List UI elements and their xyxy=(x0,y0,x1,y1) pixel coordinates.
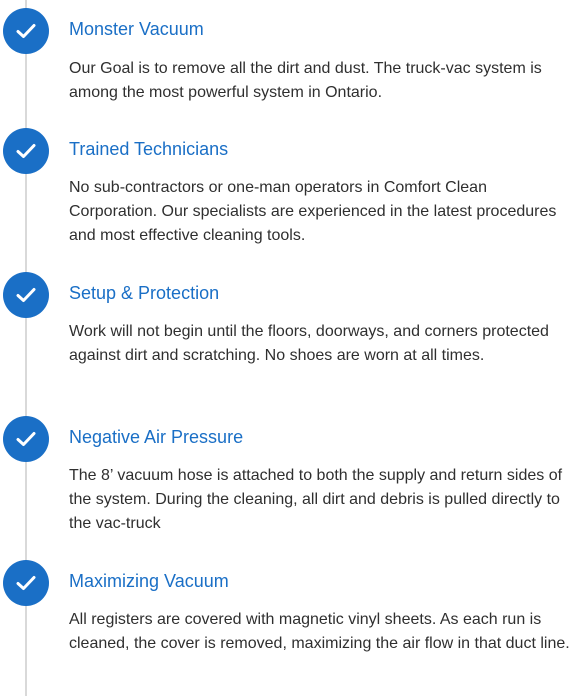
item-description: All registers are covered with magnetic vinyl sheets. As each run is cleaned, the cover is removed, maximizing the air flow in that duct line. xyxy=(69,611,570,652)
check-badge xyxy=(3,416,49,462)
item-description: The 8’ vacuum hose is attached to both the supply and return sides of the system. During the cleaning, all dirt and debris is pulled directly to the vac-truck xyxy=(69,467,563,532)
check-badge xyxy=(3,8,49,54)
item-title: Trained Technicians xyxy=(69,139,229,159)
item-title: Setup & Protection xyxy=(69,283,220,303)
check-badge xyxy=(3,128,49,174)
item-description: No sub-contractors or one-man operators in Comfort Clean Corporation. Our specialists are experienced in the latest procedures and most effective cleaning tools. xyxy=(69,179,557,244)
check-icon xyxy=(16,143,36,159)
check-icon xyxy=(16,431,36,447)
item-title: Maximizing Vacuum xyxy=(69,571,229,591)
check-badge xyxy=(3,560,49,606)
item-title: Negative Air Pressure xyxy=(69,427,244,447)
check-icon xyxy=(16,23,36,39)
check-icon xyxy=(16,287,36,303)
item-description: Our Goal is to remove all the dirt and dust. The truck-vac system is among the most powerful system in Ontario. xyxy=(69,60,542,101)
check-icon xyxy=(16,575,36,591)
item-description: Work will not begin until the floors, doorways, and corners protected against dirt and scratching. No shoes are worn at all times. xyxy=(69,323,549,364)
item-title: Monster Vacuum xyxy=(69,19,204,39)
check-badge xyxy=(3,272,49,318)
